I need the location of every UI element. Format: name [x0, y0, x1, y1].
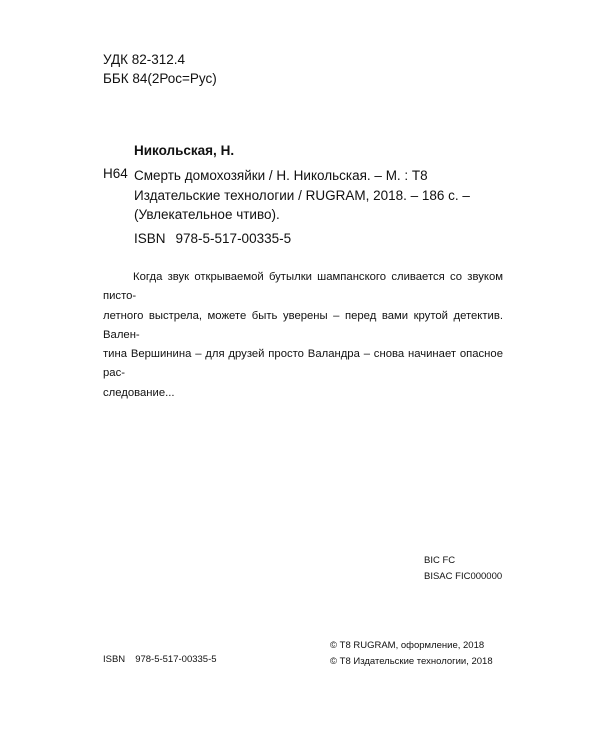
isbn-number: 978-5-517-00335-5	[135, 654, 217, 665]
author-name: Никольская, Н.	[134, 143, 235, 158]
bibliographic-description: Смерть домохозяйки / Н. Никольская. – М. : Т8 Издательские технологии / RUGRAM, 2018. – 186 с. – (Увлекательное чтиво).	[134, 168, 470, 222]
bic-code: BIC FC	[424, 555, 456, 566]
subject-codes	[424, 553, 502, 585]
copyright-line: © Т8 RUGRAM, оформление, 2018	[330, 640, 485, 651]
annotation-line: тина Вершинина – для друзей просто Валандра – снова начинает опасное рас-	[103, 348, 503, 380]
bisac-code: BISAC FIC000000	[424, 571, 503, 582]
author-code: Н64	[103, 166, 128, 181]
classification-block	[103, 50, 217, 88]
isbn-label: ISBN	[103, 654, 126, 665]
bbk-code: ББК 84(2Рос=Рус)	[103, 71, 217, 86]
isbn-bottom	[103, 654, 217, 665]
udk-code: УДК 82-312.4	[103, 52, 186, 67]
annotation	[103, 268, 503, 403]
annotation-line: следование...	[103, 386, 175, 399]
copyright-notices	[330, 638, 493, 670]
copyright-line: © Т8 Издательские технологии, 2018	[330, 656, 493, 667]
isbn-label: ISBN	[134, 231, 166, 246]
annotation-line: Когда звук открываемой бутылки шампанского сливается со звуком писто-	[103, 271, 503, 303]
isbn-main	[134, 231, 291, 246]
annotation-line: летного выстрела, можете быть уверены – перед вами крутой детектив. Вален-	[103, 309, 503, 341]
isbn-number: 978-5-517-00335-5	[175, 231, 292, 246]
